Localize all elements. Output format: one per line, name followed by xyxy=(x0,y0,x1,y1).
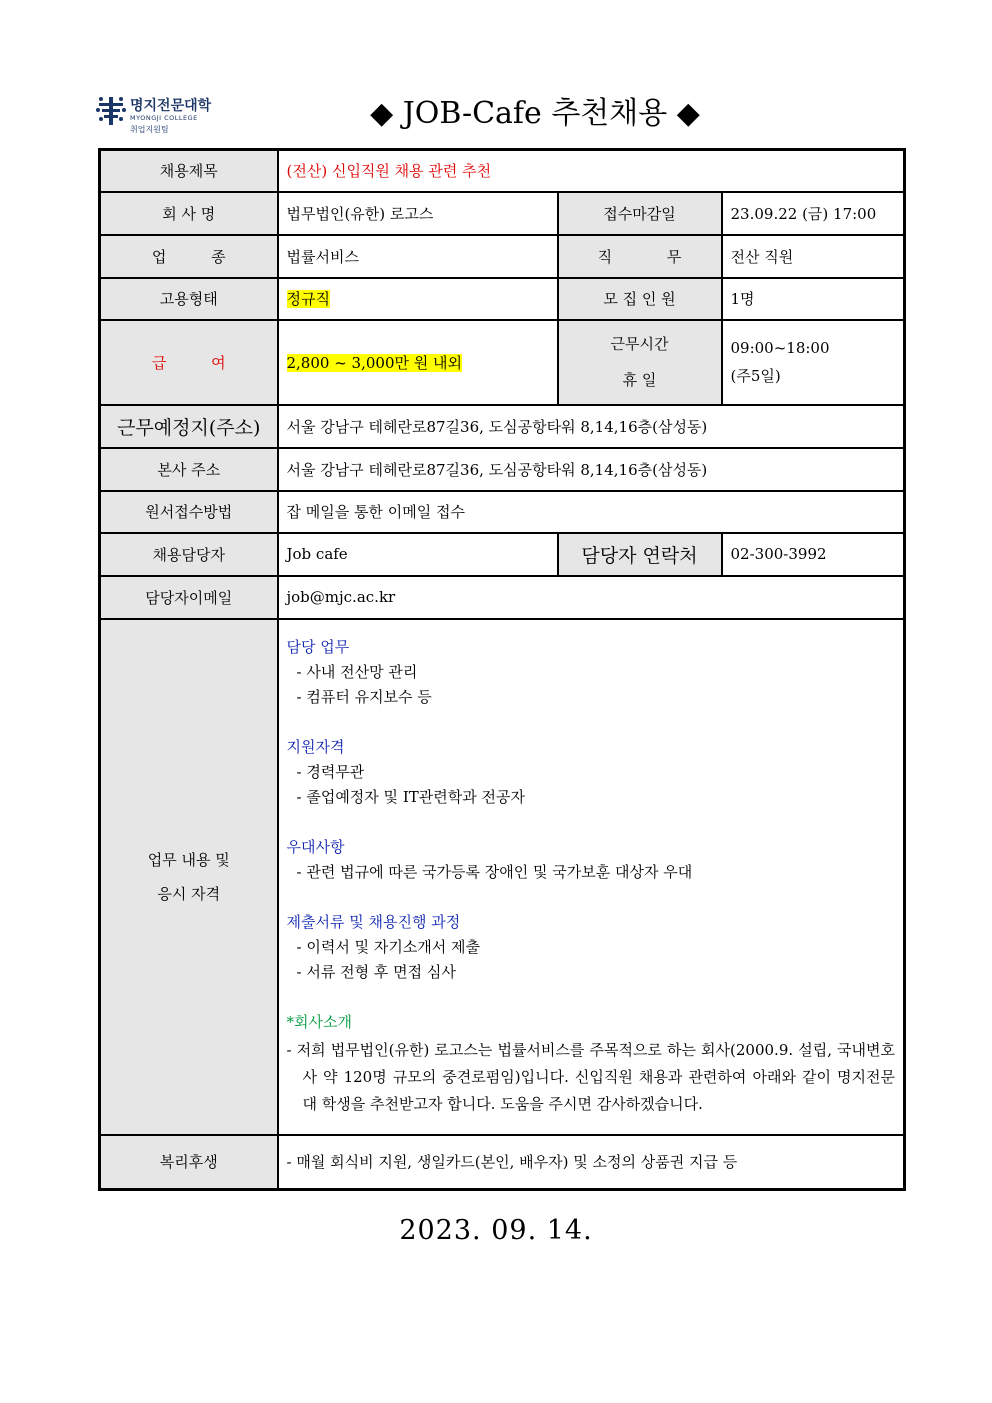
manager-label: 채용담당자 xyxy=(100,533,278,576)
logo-name-ko: 명지전문대학 xyxy=(130,98,212,114)
logo-subtitle: 취업지원팀 xyxy=(130,125,169,134)
work-location-value: 서울 강남구 테헤란로87길36, 도심공항타워 8,14,16층(삼성동) xyxy=(278,405,905,448)
industry-value: 법률서비스 xyxy=(278,235,558,278)
row-apply-method xyxy=(100,491,905,533)
row-hq-address xyxy=(100,448,905,491)
headcount-value: 1명 xyxy=(722,278,905,320)
hq-address-label: 본사 주소 xyxy=(100,448,278,491)
apply-method-value: 잡 메일을 통한 이메일 접수 xyxy=(278,491,905,533)
college-emblem-icon xyxy=(95,95,127,127)
apply-method-label: 원서접수방법 xyxy=(100,491,278,533)
task-item: - 사내 전산망 관리 xyxy=(296,663,418,681)
deadline-label: 접수마감일 xyxy=(558,192,722,235)
logo-name-en: MYONGJI COLLEGE xyxy=(130,114,198,122)
work-hours-value-line1: 09:00~18:00 xyxy=(730,339,830,357)
headcount-label: 모 집 인 원 xyxy=(558,278,722,320)
manager-email-label: 담당자이메일 xyxy=(100,576,278,619)
salary-cell xyxy=(278,320,558,405)
manager-value: Job cafe xyxy=(278,533,558,576)
benefits-label: 복리후생 xyxy=(100,1135,278,1190)
company-value: 법무법인(유한) 로고스 xyxy=(278,192,558,235)
job-posting-table xyxy=(98,148,906,1191)
row-manager xyxy=(100,533,905,576)
employment-type-cell xyxy=(278,278,558,320)
process-title: 제출서류 및 채용진행 과정 xyxy=(286,913,461,931)
employment-type-value: 정규직 xyxy=(286,290,330,308)
details-label-line1: 업무 내용 및 xyxy=(147,850,230,869)
salary-label: 급 여 xyxy=(100,320,278,405)
qualifications-title: 지원자격 xyxy=(286,738,345,756)
college-logo xyxy=(95,95,225,139)
task-item: - 컴퓨터 유지보수 등 xyxy=(296,688,432,706)
row-work-location xyxy=(100,405,905,448)
process-item: - 서류 전형 후 면접 심사 xyxy=(296,963,456,981)
document-date: 2023. 09. 14. xyxy=(399,1215,593,1246)
qualification-item: - 경력무관 xyxy=(296,763,365,781)
employment-type-label: 고용형태 xyxy=(100,278,278,320)
duty-label: 직 무 xyxy=(558,235,722,278)
deadline-value: 23.09.22 (금) 17:00 xyxy=(722,192,905,235)
work-hours-value-line2: (주5일) xyxy=(730,367,781,385)
process-item: - 이력서 및 자기소개서 제출 xyxy=(296,938,481,956)
qualification-item: - 졸업예정자 및 IT관련학과 전공자 xyxy=(296,788,525,806)
work-hours-value xyxy=(722,320,905,405)
duty-value: 전산 직원 xyxy=(722,235,905,278)
row-manager-email xyxy=(100,576,905,619)
details-label-line2: 응시 자격 xyxy=(157,884,221,903)
preferences-title: 우대사항 xyxy=(286,838,345,856)
benefits-value: - 매월 회식비 지원, 생일카드(본인, 배우자) 및 소정의 상품권 지급 등 xyxy=(278,1135,905,1190)
details-content xyxy=(278,619,905,1135)
row-details xyxy=(100,619,905,1135)
job-title-label: 채용제목 xyxy=(100,150,278,192)
manager-phone-label: 담당자 연락처 xyxy=(558,533,722,576)
preference-item: - 관련 법규에 따른 국가등록 장애인 및 국가보훈 대상자 우대 xyxy=(296,863,693,881)
work-location-label: 근무예정지(주소) xyxy=(100,405,278,448)
row-job-title xyxy=(100,150,905,192)
salary-value: 2,800 ~ 3,000만 원 내외 xyxy=(286,353,462,372)
row-benefits xyxy=(100,1135,905,1190)
details-label xyxy=(100,619,278,1135)
industry-label: 업 종 xyxy=(100,235,278,278)
row-company xyxy=(100,192,905,235)
work-hours-label xyxy=(558,320,722,405)
row-employment-type xyxy=(100,278,905,320)
row-salary xyxy=(100,320,905,405)
page-title: ◆ JOB-Cafe 추천채용 ◆ xyxy=(370,96,700,131)
work-hours-label-line1: 근무시간 xyxy=(610,335,669,353)
row-industry xyxy=(100,235,905,278)
tasks-title: 담당 업무 xyxy=(286,638,350,656)
manager-email-value: job@mjc.ac.kr xyxy=(278,576,905,619)
job-title-value: (전산) 신입직원 채용 관련 추천 xyxy=(278,150,905,192)
intro-text: - 저희 법무법인(유한) 로고스는 법률서비스를 주목적으로 하는 회사(2000.9. 설립, 국내변호사 약 120명 규모의 중견로펌임)입니다. 신입직원 채용과 관련하여 아래와 같이 명지전문대 학생을 추천받고자 합니다. 도움을 주시면 감사하겠습니다. xyxy=(286,1041,895,1113)
hq-address-value: 서울 강남구 테헤란로87길36, 도심공항타워 8,14,16층(삼성동) xyxy=(278,448,905,491)
manager-phone-value: 02-300-3992 xyxy=(722,533,905,576)
intro-title: *회사소개 xyxy=(286,1013,352,1031)
company-label: 회 사 명 xyxy=(100,192,278,235)
holiday-label: 휴 일 xyxy=(622,371,657,389)
